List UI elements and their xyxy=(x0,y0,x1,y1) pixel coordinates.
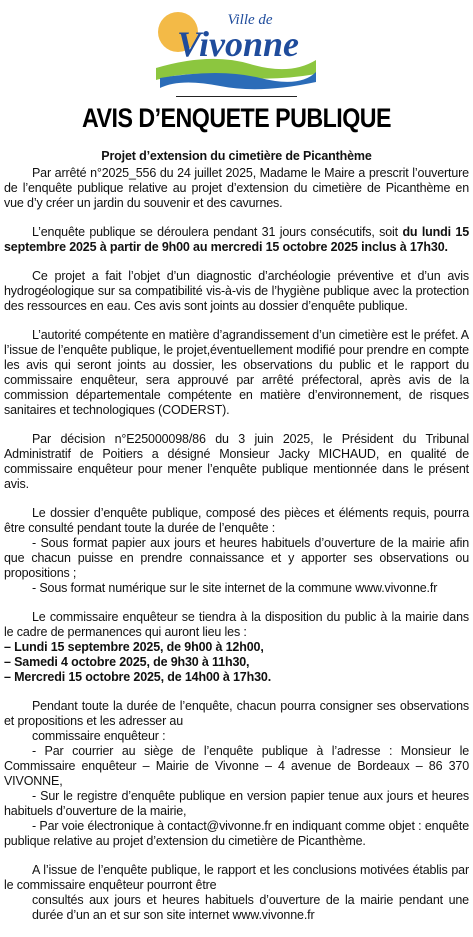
logo-divider xyxy=(176,96,297,97)
vivonne-logo xyxy=(150,2,320,94)
permanence-date-1: – Lundi 15 septembre 2025, de 9h00 à 12h00, xyxy=(4,640,264,654)
dossier-item-papier: - Sous format papier aux jours et heures habituels d’ouverture de la mairie afin que chacun puisse en prendre connaissance et y apporter ses observations ou propositions ; xyxy=(4,536,469,580)
observations-intro: Pendant toute la durée de l’enquête, chacun pourra consigner ses observations et propositions et les adresser au xyxy=(4,699,469,728)
paragraph-diagnostic: Ce projet a fait l’objet d’un diagnostic d’archéologie préventive et d’un avis hydrogéologique sur sa compatibilité vis-à-vis de l’hygiène publique avec la protection des ressources en eau. Ces avis sont joints au dossier d’enquête publique. xyxy=(4,269,469,313)
logo-prefix: Ville de xyxy=(227,12,273,28)
notice-body xyxy=(4,149,469,937)
dates-bold: du lundi 15 septembre 2025 à partir de 9h00 au mercredi 15 octobre 2025 inclus à 17h30. xyxy=(4,225,469,254)
paragraph-autorite: L’autorité compétente en matière d’agrandissement d’un cimetière est le préfet. A l’issue de l’enquête publique, le projet,éventuellement modifié pour prendre en compte les avis qui seront joints au dossier, les observations du public et le rapport du commissaire enquêteur, sera approuvé par arrêté préfectoral, après avis de la commission départementale compétente en matière d’environnement, de risques sanitaires et technologiques (CODERST). xyxy=(4,328,469,417)
paragraph-decision: Par décision n°E25000098/86 du 3 juin 2025, le Président du Tribunal Administratif de Poitiers a désigné Monsieur Jacky MICHAUD, en qualité de commissaire enquêteur pour mener l’enquête publique mentionnée dans le présent avis. xyxy=(4,432,469,491)
logo-name: Vivonne xyxy=(176,24,300,64)
paragraph-arrete: Par arrêté n°2025_556 du 24 juillet 2025, Madame le Maire a prescrit l’ouverture de l’enquête publique relative au projet d’extension du cimetière de Picanthème en vue d’y créer un jardin du souvenir et des cavurnes. xyxy=(4,166,469,210)
observations-item-registre: - Sur le registre d’enquête publique en version papier tenue aux jours et heures habituels d’ouverture de la mairie, xyxy=(4,789,469,818)
paragraph-observations xyxy=(4,699,469,849)
observations-item-electronique: - Par voie électronique à contact@vivonne.fr en indiquant comme objet : enquête publique relative au projet d’extension du cimetière de Picanthème. xyxy=(4,819,469,848)
observations-item-courrier: - Par courrier au siège de l’enquête publique à l’adresse : Monsieur le Commissaire enquêteur – Mairie de Vivonne – 4 avenue de Bordeaux – 86 370 VIVONNE, xyxy=(4,744,469,788)
paragraph-dates xyxy=(4,225,469,255)
permanence-date-3: – Mercredi 15 octobre 2025, de 14h00 à 17h30. xyxy=(4,670,272,684)
rapport-rest: consultés aux jours et heures habituels d’ouverture de la mairie pendant une durée d’un an et sur son site internet www.vivonne.fr xyxy=(32,893,469,922)
permanences-intro: Le commissaire enquêteur se tiendra à la disposition du public à la mairie dans le cadre de permanences qui auront lieu les : xyxy=(4,610,469,639)
paragraph-dossier xyxy=(4,506,469,596)
dossier-intro: Le dossier d’enquête publique, composé des pièces et éléments requis, pourra être consulté pendant toute la durée de l’enquête : xyxy=(4,506,469,535)
observations-intro-2: commissaire enquêteur : xyxy=(32,729,166,743)
paragraph-permanences xyxy=(4,610,469,685)
dates-plain: L’enquête publique se déroulera pendant 31 jours consécutifs, soit xyxy=(32,225,403,239)
rapport-intro: A l’issue de l’enquête publique, le rapport et les conclusions motivées établis par le commissaire enquêteur pourront être xyxy=(4,863,469,892)
page-title: AVIS D’ENQUETE PUBLIQUE xyxy=(82,103,391,133)
dossier-item-numerique: - Sous format numérique sur le site internet de la commune www.vivonne.fr xyxy=(32,581,438,595)
permanence-date-2: – Samedi 4 octobre 2025, de 9h30 à 11h30, xyxy=(4,655,250,669)
paragraph-rapport xyxy=(4,863,469,923)
notice-subtitle: Projet d’extension du cimetière de Picanthème xyxy=(101,149,372,163)
